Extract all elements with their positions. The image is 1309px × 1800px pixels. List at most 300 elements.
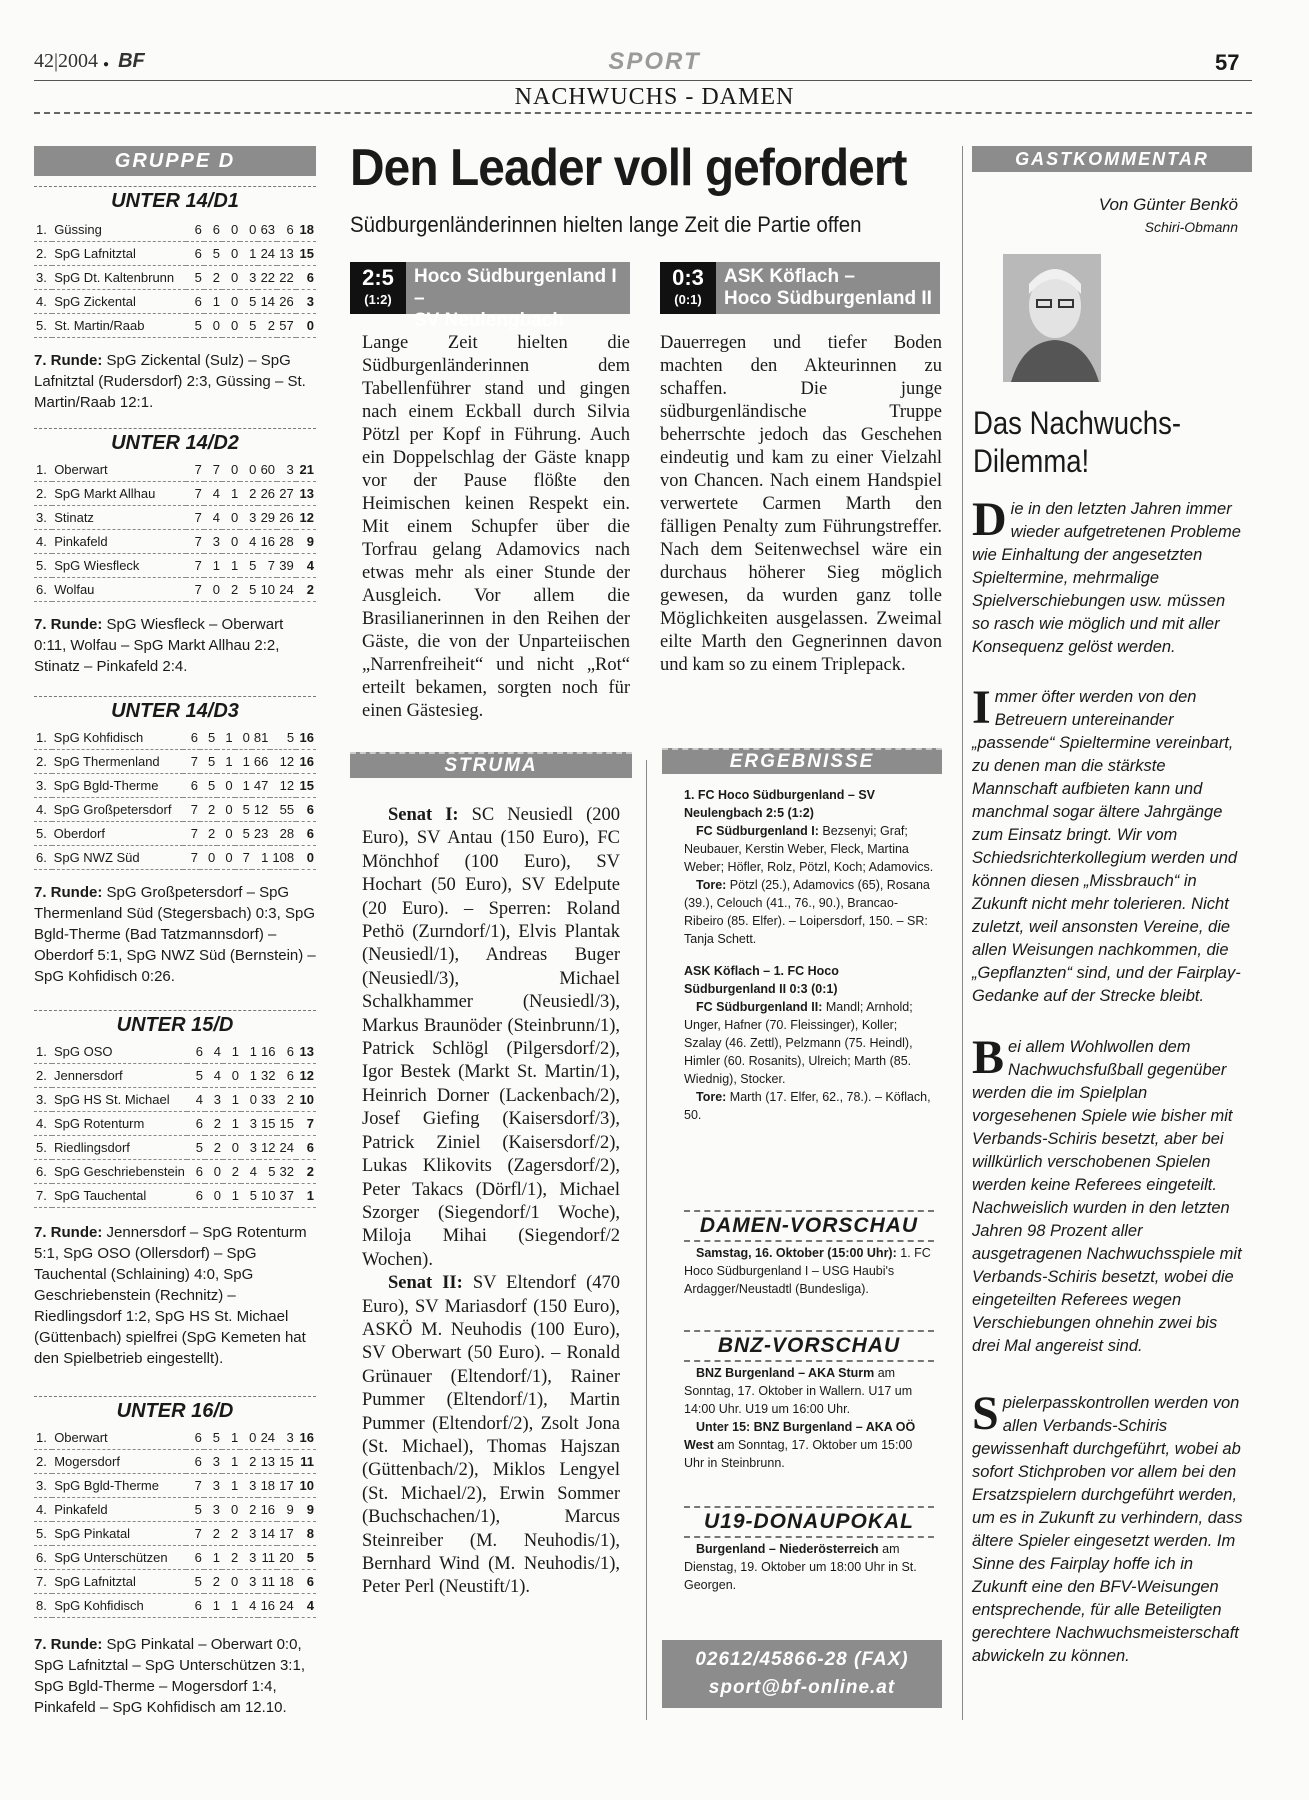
table-cell: 0 [222,290,240,314]
table-cell: 2 [240,482,258,506]
table-cell: 7. [34,1570,52,1594]
ergebnisse-title: ERGEBNISSE [662,748,942,774]
table-cell: 6 [186,1450,204,1474]
points: 18 [296,218,316,242]
table-row [34,846,316,870]
team-name: Mogersdorf [52,1450,185,1474]
table-cell: 2 [204,1522,222,1546]
team-name: Wolfau [52,578,185,602]
table-cell: 1 [235,774,252,798]
table-cell: 12 [270,750,296,774]
table-cell: 11 [258,1570,277,1594]
table-cell: 10 [258,578,277,602]
standings-table [34,726,316,870]
table-cell: 2 [222,1522,240,1546]
table-cell: 1 [240,242,258,266]
team-name: SpG Großpetersdorf [52,798,183,822]
team-name: Oberwart [52,458,185,482]
table-cell: 4. [34,798,52,822]
table-cell: 1. [34,1040,52,1064]
table-row [34,1064,316,1088]
commentary-title: Das Nachwuchs- Dilemma! [973,405,1181,479]
table-cell: 16 [258,530,277,554]
points: 15 [296,242,316,266]
match-teams: ASK Köflach – Hoco Südburgenland II [724,266,932,309]
table-cell: 3 [277,1426,296,1450]
table-row [34,266,316,290]
table-cell: 5 [240,554,258,578]
table-cell: 15 [277,1112,295,1136]
team-name: Pinkafeld [52,1498,185,1522]
table-cell: 5 [186,314,204,338]
table-cell: 2 [200,822,217,846]
table-cell: 7 [186,458,204,482]
table-cell: 5 [200,726,217,750]
u19-title: U19-DONAUPOKAL [684,1506,934,1538]
round-results: 7. Runde: SpG Zickental (Sulz) – SpG Lafnitztal (Rudersdorf) 2:3, Güssing – St. Martin/Raab 12:1. [34,352,306,411]
table-row [34,1594,316,1618]
team-name: Pinkafeld [52,530,185,554]
table-row [34,1040,316,1064]
table-cell: 63 [258,218,277,242]
team-name: SpG Rotenturm [52,1112,187,1136]
table-cell: 1 [223,1184,241,1208]
table-cell: 0 [205,1184,223,1208]
points: 6 [296,1570,316,1594]
subsection-title: NACHWUCHS - DAMEN [514,84,795,110]
round-results: 7. Runde: SpG Großpetersdorf – SpG Thermenland Süd (Stegersbach) 0:3, SpG Bgld-Therme (Bad Tatzmannsdorf) – Oberdorf 5:1, SpG NWZ Süd (Bernstein) – SpG Kohfidisch 0:26. [34,884,316,985]
points: 2 [296,1160,316,1184]
table-cell: 0 [222,218,240,242]
table-cell: 5 [235,822,252,846]
table-cell: 3 [204,1474,222,1498]
issue-number: 42|2004 ● BF [34,50,145,72]
table-cell: 4. [34,290,52,314]
table-cell: 0 [222,506,240,530]
table-cell: 26 [258,482,277,506]
table-cell: 5 [200,774,217,798]
match-score-box [660,262,940,314]
points: 3 [296,290,316,314]
points: 8 [296,1522,316,1546]
table-cell: 11 [258,1546,277,1570]
senat1-text: SC Neusiedl (200 Euro), SV Antau (150 Euro), FC Mönchhof (100 Euro), SV Hochart (50 Euro), SV Edelpute (20 Euro). – Sperren: Roland Pethö (Zurndorf/1), Elvis Plantak (Neusiedl/1), Andreas Buger (Neusiedl/3), Michael Schalkhammer (Neusiedl/3), Markus Braunöder (Steinbrunn/1), Patrick Schlögl (Pilgersdorf/2), Igor Bestek (Markt St. Martin/1), Heinrich Dorner (Lackenbach/2), Josef Giefing (Kaisersdorf/3), Patrick Ziniel (Kaisersdorf/2), Lukas Klikovits (Zagersdorf/2), Peter Takacs (Dörfl/1), Michael Szorger (Siegendorf/1 Woche), Miloja Mihai (Siegendorf/2 Wochen). [362,805,620,1270]
table-cell: 24 [277,1594,296,1618]
table-cell: 66 [252,750,270,774]
table-cell: 1 [222,1474,240,1498]
table-cell: 0 [217,774,234,798]
table-cell: 3 [204,530,222,554]
table-cell: 16 [259,1040,277,1064]
table-cell: 5. [34,1136,52,1160]
table-row [34,1136,316,1160]
table-cell: 1. [34,218,52,242]
table-cell: 0 [240,1426,258,1450]
table-title: UNTER 14/D1 [34,186,316,213]
table-cell: 6 [277,1064,295,1088]
table-cell: 5 [235,798,252,822]
table-cell: 10 [259,1184,277,1208]
table-cell: 3. [34,774,52,798]
table-cell: 0 [217,822,234,846]
table-cell: 4 [240,530,258,554]
table-cell: 2 [222,1546,240,1570]
table-cell: 7 [204,458,222,482]
table-cell: 0 [200,846,217,870]
table-cell: 1 [204,290,222,314]
table-row [34,530,316,554]
portrait-icon [1003,254,1101,382]
table-cell: 6 [187,1184,205,1208]
table-row [34,242,316,266]
team-name: SpG Lafnitztal [52,242,185,266]
email-address[interactable]: sport@bf-online.at [708,1677,896,1698]
table-cell: 1 [223,1112,241,1136]
team-name: Oberwart [52,1426,185,1450]
table-cell: 0 [222,458,240,482]
table-cell: 0 [205,1160,223,1184]
table-cell: 17 [277,1474,296,1498]
author-photo [1003,254,1101,382]
table-cell: 20 [277,1546,296,1570]
table-cell: 4 [204,506,222,530]
table-cell: 13 [258,1450,277,1474]
table-row [34,1426,316,1450]
team-name: SpG Geschriebenstein [52,1160,187,1184]
table-cell: 16 [258,1594,277,1618]
table-cell: 1 [235,750,252,774]
points: 16 [296,750,316,774]
team-name: SpG Dt. Kaltenbrunn [52,266,185,290]
table-cell: 1 [222,554,240,578]
table-cell: 3 [240,506,258,530]
table-row [34,554,316,578]
table-cell: 9 [277,1498,296,1522]
team-name: SpG Bgld-Therme [52,1474,185,1498]
article-text-left: Lange Zeit hielten die Südburgenländerinnen dem Tabellenführer stand und gingen nach einem Eckball durch Silvia Pötzl per Kopf in Führung. Auch ein Doppelschlag der Gäste knapp vor der Pause flößte den Heimischen keinen Respekt ein. Mit einem Schupfer über die Torfrau gelang Adamovics nach etwas mehr als einer Stunde der Ausgleich. Vor allem die Brasilianerinnen in den Reihen der Gäste, die von der Unparteiischen „Narrenfreiheit“ und nicht „Rot“ erteilt bekamen, sorgten noch für einen Gästesieg. [362,333,630,721]
table-cell: 2 [240,1498,258,1522]
table-cell: 28 [277,530,296,554]
points: 1 [296,1184,316,1208]
table-cell: 7 [186,1522,204,1546]
table-cell: 55 [270,798,296,822]
table-cell: 0 [217,798,234,822]
table-cell: 5 [204,1426,222,1450]
struma-title: STRUMA [350,752,632,778]
table-cell: 0 [204,314,222,338]
article-headline: Den Leader voll gefordert [350,139,907,197]
table-cell: 0 [222,1498,240,1522]
table-cell: 33 [259,1088,277,1112]
table-cell: 5 [204,242,222,266]
table-cell: 2 [240,1450,258,1474]
round-results: 7. Runde: SpG Wiesfleck – Oberwart 0:11, Wolfau – SpG Markt Allhau 2:2, Stinatz – Pinkafeld 2:4. [34,616,284,675]
match-teams: Hoco Südburgenland I – SV Neulengbach [414,266,617,331]
section-title: SPORT [608,48,701,75]
gastkommentar-bar: GASTKOMMENTAR [972,146,1252,172]
table-cell: 5 [240,314,258,338]
table-cell: 6 [186,1546,204,1570]
table-row [34,578,316,602]
team-name: SpG Bgld-Therme [52,774,183,798]
commentary-paragraph: Spielerpasskontrollen werden von allen Verbands-Schiris gewissenhaft durchgeführt, wobei ab sofort Stichproben vor allem bei den Ersatzspielern durchgeführt werden, um es in Zukunft zu verhindern, dass ältere Spieler eingesetzt werden. Im Sinne des Fairplay hoffe ich in Zukunft eine den BFV-Weisungen entsprechende, für alle Beteiligten gerechtere Nachwuchsmeisterschaft abwickeln zu können. [972,1387,1243,1665]
table-cell: 24 [258,1426,277,1450]
table-cell: 81 [252,726,270,750]
points: 7 [296,1112,316,1136]
team-name: SpG Unterschützen [52,1546,185,1570]
points: 16 [296,1426,316,1450]
author-role: Schiri-Obmann [1144,219,1238,235]
table-cell: 0 [222,242,240,266]
table-row [34,290,316,314]
table-cell: 4. [34,1112,52,1136]
table-cell: 7 [235,846,252,870]
table-cell: 1 [241,1040,259,1064]
team-name: Jennersdorf [52,1064,187,1088]
table-cell: 0 [223,1136,241,1160]
table-row [34,1450,316,1474]
table-cell: 8. [34,1594,52,1618]
table-cell: 17 [277,1522,296,1546]
table-cell: 22 [258,266,277,290]
table-cell: 5 [187,1136,205,1160]
table-cell: 6 [277,218,296,242]
column-divider [646,760,647,1720]
table-cell: 18 [277,1570,296,1594]
table-cell: 2 [204,266,222,290]
team-name: Riedlingsdorf [52,1136,187,1160]
team-name: SpG Wiesfleck [52,554,185,578]
points: 6 [296,1136,316,1160]
table-cell: 6. [34,578,52,602]
points: 5 [296,1546,316,1570]
fax-number: 02612/45866-28 (FAX) [695,1649,909,1670]
table-cell: 1 [223,1088,241,1112]
table-cell: 5. [34,314,52,338]
table-cell: 7 [186,1474,204,1498]
table-row [34,1184,316,1208]
team-name: SpG Lafnitztal [52,1570,185,1594]
table-cell: 16 [258,1498,277,1522]
table-cell: 2 [200,798,217,822]
points: 4 [296,554,316,578]
points: 12 [296,506,316,530]
table-cell: 3. [34,1474,52,1498]
table-title: UNTER 15/D [34,1010,316,1037]
table-cell: 0 [241,1088,259,1112]
table-cell: 7 [183,822,200,846]
column-divider [962,146,963,1720]
table-row [34,1088,316,1112]
table-cell: 2. [34,242,52,266]
table-cell: 0 [222,266,240,290]
table-cell: 29 [258,506,277,530]
table-cell: 5 [187,1064,205,1088]
table-cell: 15 [259,1112,277,1136]
table-cell: 4 [241,1160,259,1184]
table-cell: 12 [259,1136,277,1160]
table-cell: 7. [34,1184,52,1208]
bnz-vorschau-text: BNZ Burgenland – AKA Sturm am Sonntag, 17. Oktober in Wallern. U17 um 14:00 Uhr. U19 um 16:00 Uhr. Unter 15: BNZ Burgenland – AKA OÖ West am Sonntag, 17. Oktober um 15:00 Uhr in Steinbrunn. [684,1366,916,1470]
points: 15 [296,774,316,798]
table-row [34,774,316,798]
table-cell: 6 [186,290,204,314]
table-cell: 1 [217,726,234,750]
table-cell: 2 [205,1136,223,1160]
table-row [34,314,316,338]
round-results: 7. Runde: SpG Pinkatal – Oberwart 0:0, SpG Lafnitztal – SpG Unterschützen 3:1, SpG Bgld-Therme – Mogersdorf 1:4, Pinkafeld – SpG Kohfidisch am 12.10. [34,1636,305,1716]
table-cell: 2. [34,482,52,506]
table-cell: 7 [186,506,204,530]
table-cell: 2. [34,1064,52,1088]
table-row [34,726,316,750]
table-cell: 60 [258,458,277,482]
table-cell: 26 [277,506,296,530]
table-cell: 6 [183,726,200,750]
table-cell: 6 [187,1160,205,1184]
table-cell: 6 [186,1594,204,1618]
table-cell: 3. [34,506,52,530]
table-cell: 1. [34,726,52,750]
table-cell: 6 [187,1112,205,1136]
author-byline [972,194,1238,238]
table-cell: 7 [183,798,200,822]
table-cell: 5. [34,822,52,846]
table-cell: 1 [204,554,222,578]
table-cell: 1. [34,1426,52,1450]
table-cell: 3. [34,1088,52,1112]
table-cell: 32 [259,1064,277,1088]
table-cell: 24 [277,1136,295,1160]
team-name: SpG Kohfidisch [52,1594,185,1618]
table-cell: 1 [222,1426,240,1450]
standings-table [34,458,316,602]
team-name: St. Martin/Raab [52,314,185,338]
struma-text [362,804,620,1600]
points: 9 [296,530,316,554]
commentary-paragraph: Bei allem Wohlwollen dem Nachwuchsfußball gegenüber werden die im Spielplan vorgesehenen Spiele wie bisher mit Verbands-Schiris besetzt, aber bei willkürlich verschobenen Spielen werden keine Referees eingeteilt. Nachweislich wurden in den letzten Jahren 98 Prozent aller ausgetragenen Nachwuchsspiele mit Verbands-Schiris besetzt, wobei die eingeteilten Referees wegen Verschiebungen ohnehin zwei bis drei Mal angereist sind. [972,1031,1242,1355]
team-name: SpG Pinkatal [52,1522,185,1546]
table-cell: 5 [241,1184,259,1208]
standings-table [34,1426,316,1618]
table-cell: 0 [240,458,258,482]
table-cell: 26 [277,290,296,314]
table-row [34,750,316,774]
table-cell: 37 [277,1184,295,1208]
table-cell: 5 [186,1498,204,1522]
points: 21 [296,458,316,482]
table-cell: 4 [204,482,222,506]
points: 10 [296,1088,316,1112]
table-cell: 23 [252,822,270,846]
damen-vorschau-text: Samstag, 16. Oktober (15:00 Uhr): 1. FC Hoco Südburgenland I – USG Haubi's Ardagger/Neustadtl (Bundesliga). [684,1246,931,1296]
table-cell: 2 [223,1160,241,1184]
table-cell: 7 [186,578,204,602]
table-cell: 4 [187,1088,205,1112]
damen-vorschau-title: DAMEN-VORSCHAU [684,1210,934,1242]
table-cell: 39 [277,554,296,578]
points: 6 [296,266,316,290]
table-cell: 0 [204,578,222,602]
contact-box [662,1640,942,1708]
table-cell: 6 [186,242,204,266]
table-cell: 15 [277,1450,296,1474]
score-result: 2:5 (1:2) [350,262,406,314]
score-result: 0:3 (0:1) [660,262,716,314]
table-cell: 14 [258,290,277,314]
table-cell: 5 [270,726,296,750]
table-cell: 0 [222,530,240,554]
points: 13 [296,1040,316,1064]
match-score-box [350,262,630,331]
team-name: SpG Tauchental [52,1184,187,1208]
table-cell: 5 [240,578,258,602]
table-cell: 4 [205,1064,223,1088]
table-cell: 3. [34,266,52,290]
table-cell: 5 [186,266,204,290]
table-cell: 0 [240,218,258,242]
table-cell: 5 [186,1570,204,1594]
commentary-paragraph: Die in den letzten Jahren immer wieder aufgetretenen Probleme wie Einhaltung der angesetzten Spieltermine, mehrmalige Spielverschiebungen usw. müssen so rasch wie möglich und mit aller Konsequenz gelöst werden. [972,493,1241,656]
team-name: Stinatz [52,506,185,530]
table-title: UNTER 14/D2 [34,428,316,455]
table-cell: 3 [205,1088,223,1112]
table-cell: 57 [277,314,296,338]
table-row [34,482,316,506]
table-cell: 6 [186,1426,204,1450]
table-cell: 12 [252,798,270,822]
round-results: 7. Runde: Jennersdorf – SpG Rotenturm 5:1, SpG OSO (Ollersdorf) – SpG Tauchental (Schlaining) 4:0, SpG Geschriebenstein (Rechnitz) – Riedlingsdorf 1:2, SpG HS St. Michael (Güttenbach) spielfrei (SpG Kemeten hat den Spielbetrieb eingestellt). [34,1224,307,1367]
senat2-label: Senat II: [388,1273,463,1294]
team-name: SpG Kohfidisch [52,726,183,750]
table-cell: 6. [34,1546,52,1570]
team-name: Güssing [52,218,185,242]
table-cell: 0 [235,726,252,750]
table-cell: 28 [270,822,296,846]
table-cell: 2. [34,1450,52,1474]
table-cell: 1 [252,846,270,870]
senat1-label: Senat I: [388,805,459,825]
points: 9 [296,1498,316,1522]
table-row [34,1474,316,1498]
table-cell: 7 [258,554,277,578]
points: 4 [296,1594,316,1618]
table-cell: 1 [241,1064,259,1088]
table-cell: 1 [222,482,240,506]
table-cell: 0 [217,846,234,870]
table-cell: 1 [222,1594,240,1618]
team-name: SpG NWZ Süd [52,846,183,870]
team-name: SpG Thermenland [52,750,183,774]
page-number: 57 [1215,50,1240,75]
table-cell: 6. [34,1160,52,1184]
bnz-vorschau-title: BNZ-VORSCHAU [684,1330,934,1362]
table-cell: 6 [187,1040,205,1064]
table-cell: 3 [241,1136,259,1160]
table-cell: 2. [34,750,52,774]
table-title: UNTER 16/D [34,1396,316,1423]
points: 13 [296,482,316,506]
table-cell: 22 [277,266,296,290]
table-row [34,1160,316,1184]
table-row [34,822,316,846]
table-cell: 5 [259,1160,277,1184]
table-cell: 4. [34,530,52,554]
table-row [34,506,316,530]
table-cell: 2 [258,314,277,338]
table-cell: 47 [252,774,270,798]
results-box: 1. FC Hoco Südburgenland – SV Neulengbach 2:5 (1:2) FC Südburgenland I: Bezsenyi; Graf; Neubauer, Kerstin Weber, Fleck, Martina Weber; Höfler, Rolz, Pötzl, Koch; Adamovics. Tore: Pötzl (25.), Adamovics (65), Rosana (39.), Celouch (41., 76., 90.), Brancao-Ribeiro (85. Elfer). – Loipersdorf, 150. – SR: Tanja Schett. ASK Köflach – 1. FC Hoco Südburgenland II 0:3 (0:1) FC Südburgenland II: Mandl; Arnhold; Unger, Hafner (70. Fleissinger), Koller; Szalay (46. Zettl), Pelzmann (75. Heindl), Himler (60. Rosanits), Ulreich; Marth (85. Wiednig), Stocker. Tore: Marth (17. Elfer, 62., 78.). – Köflach, 50. [684,788,934,1122]
